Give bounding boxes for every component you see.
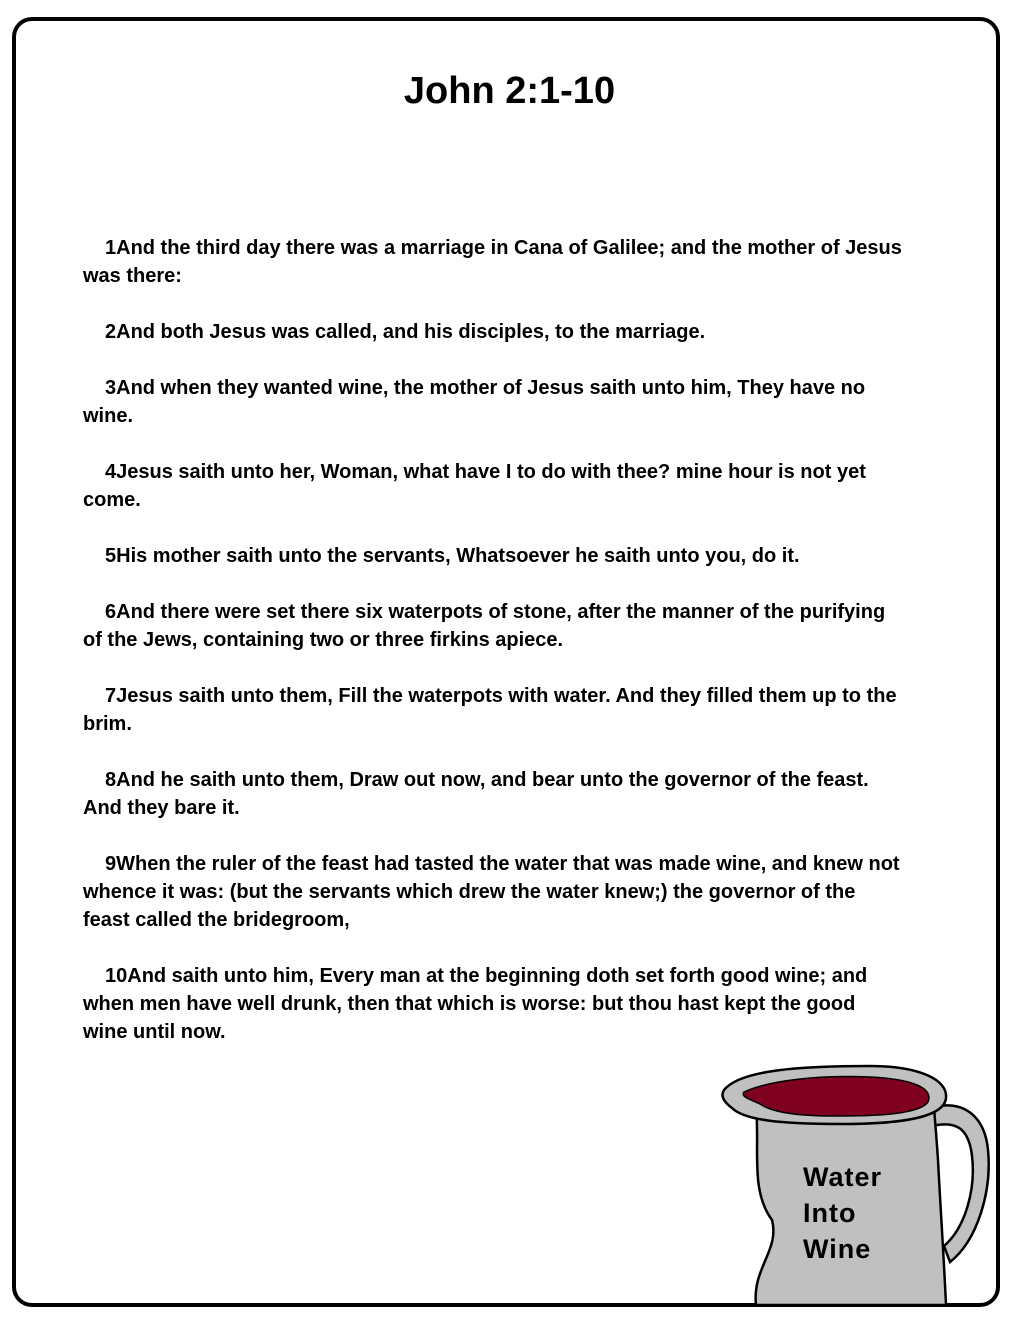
verse-9: 9When the ruler of the feast had tasted the water that was made wine, and knew not whence it was: (but the servants which drew the water knew;) the governor of the feast called the bridegroom, xyxy=(83,853,900,931)
verse-5: 5His mother saith unto the servants, Whatsoever he saith unto you, do it. xyxy=(105,545,800,567)
verse-10: 10And saith unto him, Every man at the beginning doth set forth good wine; and when men have well drunk, then that which is worse: but thou hast kept the good wine until now. xyxy=(83,965,868,1043)
page-title: John 2:1-10 xyxy=(403,70,616,112)
verse-list xyxy=(83,234,903,1074)
pitcher-label xyxy=(803,1159,882,1267)
verse-2: 2And both Jesus was called, and his disciples, to the marriage. xyxy=(105,321,706,343)
verse-1: 1And the third day there was a marriage in Cana of Galilee; and the mother of Jesus was there: xyxy=(83,237,902,287)
verse-8: 8And he saith unto them, Draw out now, and bear unto the governor of the feast. And they bare it. xyxy=(83,769,869,819)
verse-4: 4Jesus saith unto her, Woman, what have I to do with thee? mine hour is not yet come. xyxy=(83,461,866,511)
verse-7: 7Jesus saith unto them, Fill the waterpots with water. And they filled them up to the brim. xyxy=(83,685,897,735)
verse-6: 6And there were set there six waterpots of stone, after the manner of the purifying of the Jews, containing two or three firkins apiece. xyxy=(83,601,886,651)
pitcher-label-line: Water xyxy=(803,1162,883,1192)
pitcher-label-line: Wine xyxy=(803,1234,872,1264)
pitcher-label-line: Into xyxy=(803,1198,857,1228)
verse-3: 3And when they wanted wine, the mother of Jesus saith unto him, They have no wine. xyxy=(83,377,866,427)
